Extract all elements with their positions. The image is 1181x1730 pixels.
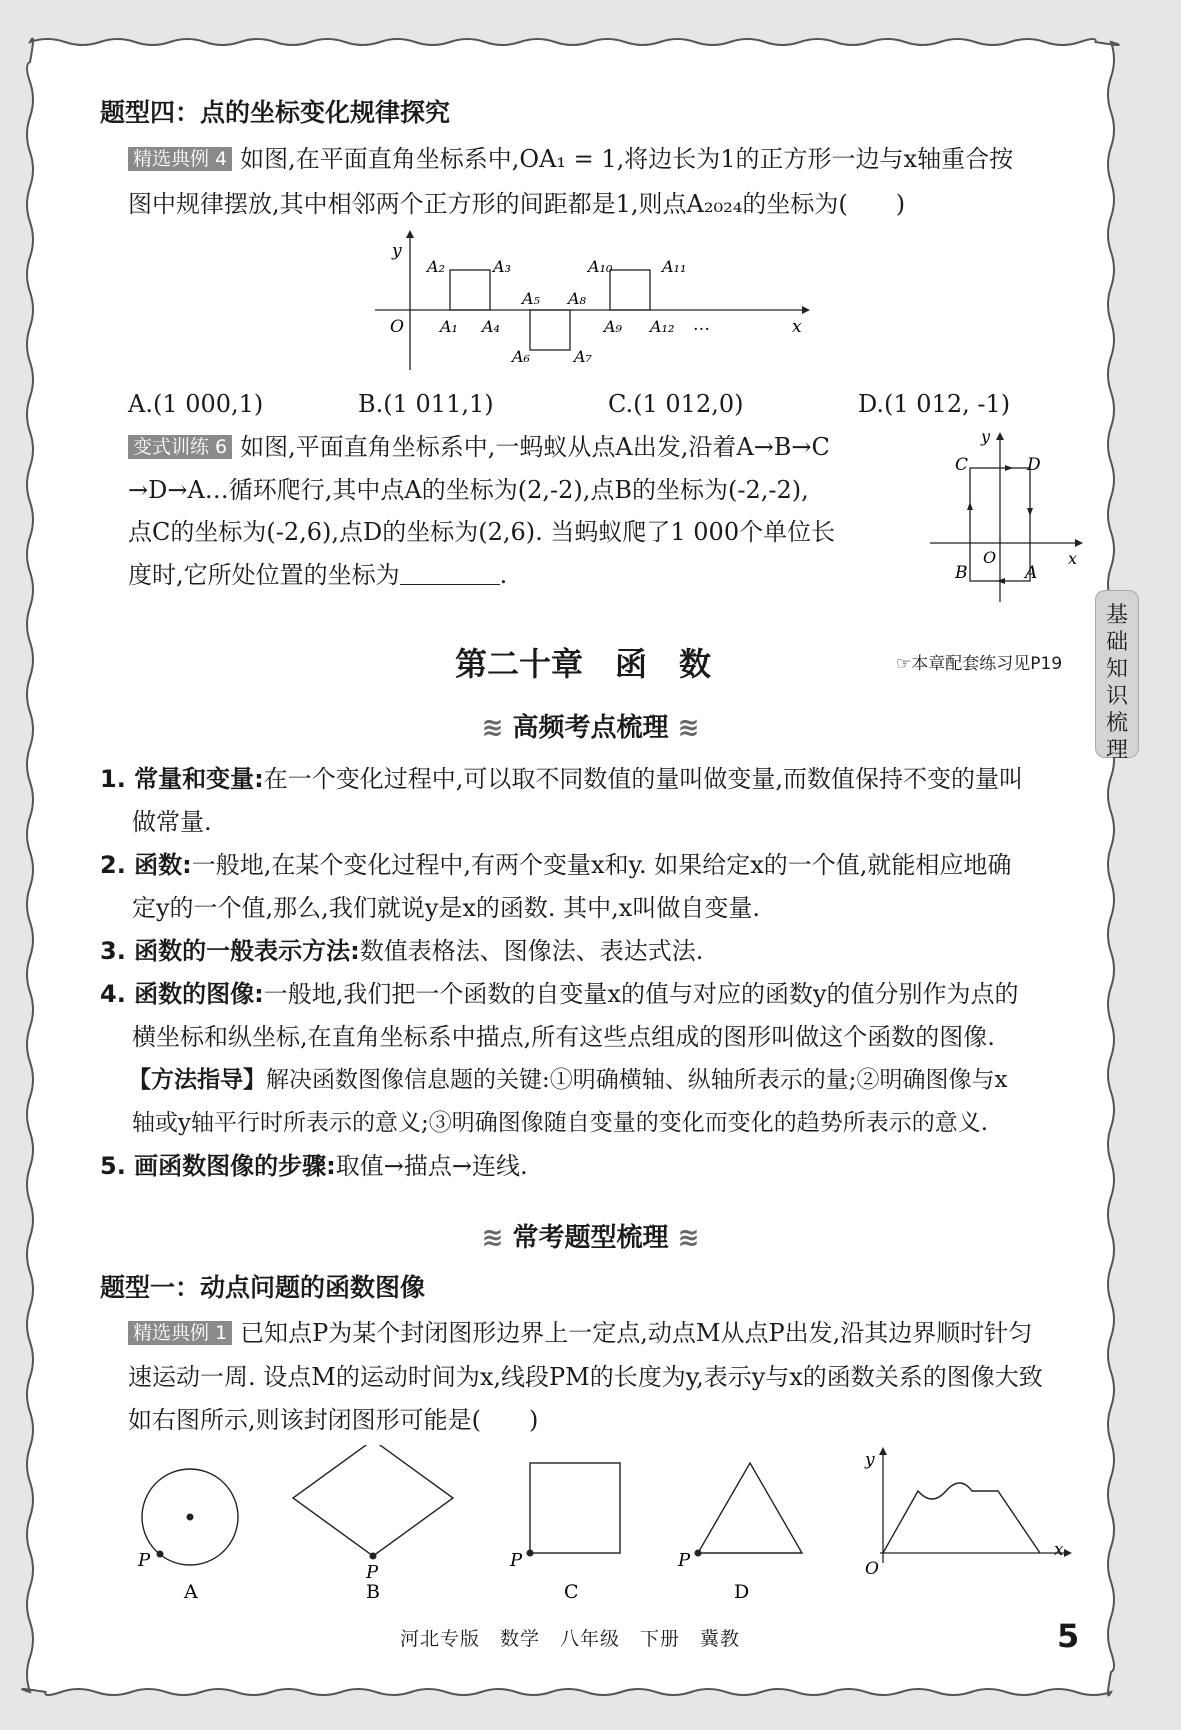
high-freq-heading: ≋ 高频考点梳理 ≋ (481, 713, 700, 743)
graph-axis-y: y (865, 1450, 875, 1470)
axis-x-label: x (792, 317, 802, 337)
function-graph (864, 1447, 1072, 1579)
common-types-heading: ≋ 常考题型梳理 ≋ (481, 1223, 700, 1253)
point-label: A₆ (512, 347, 530, 366)
page-number: 5 (1057, 1617, 1080, 1655)
origin-label: O (983, 548, 997, 567)
example1-line2: 速运动一周. 设点M的运动时间为x,线段PM的长度为y,表示y与x的函数关系的图像大致 (128, 1363, 1043, 1391)
example-tag: 精选典例 4 (128, 147, 232, 171)
shape-a-circle (137, 1469, 238, 1603)
axis-y-label: y (981, 430, 991, 446)
point-b-label: B (955, 563, 968, 583)
shape-label-c: C (564, 1581, 579, 1603)
item-4: 4. 函数的图像:一般地,我们把一个函数的自变量x的值与对应的函数y的值分别作为点的 (100, 980, 1019, 1008)
wave-right-icon: ≋ (677, 713, 700, 743)
chapter-title: 第二十章 函 数 (455, 645, 712, 683)
item-3: 3. 函数的一般表示方法:数值表格法、图像法、表达式法. (100, 937, 704, 965)
footer-text: 河北专版 数学 八年级 下册 冀教 (400, 1628, 741, 1650)
point-a-label: A (1025, 563, 1038, 583)
shape-d-triangle (677, 1463, 802, 1603)
item-1: 1. 常量和变量:在一个变化过程中,可以取不同数值的量叫做变量,而数值保持不变的量叫 (100, 765, 1024, 793)
axis-y-label: y (392, 241, 402, 261)
exercise6-line4: 度时,它所处位置的坐标为 . (128, 561, 508, 589)
method-guide: 【方法指导】解决函数图像信息题的关键:①明确横轴、纵轴所表示的量;②明确图像与x (128, 1067, 1008, 1093)
point-p-label: P (678, 1550, 691, 1571)
exercise6-line1: 变式训练 6 如图,平面直角坐标系中,一蚂蚁从点A出发,沿着A→B→C (128, 433, 830, 461)
wave-right-icon: ≋ (677, 1223, 700, 1253)
item-4-line2: 横坐标和纵坐标,在直角坐标系中描点,所有这些点组成的图形叫做这个函数的图像. (132, 1023, 995, 1051)
exercise6-line2: →D→A…循环爬行,其中点A的坐标为(2,-2),点B的坐标为(-2,-2), (128, 476, 809, 504)
wave-left-icon: ≋ (481, 713, 504, 743)
point-label: A₇ (574, 347, 592, 366)
axis-x-label: x (1068, 549, 1078, 568)
pointing-hand-icon: ☞ (896, 654, 912, 674)
point-label: A₁₁ (662, 257, 687, 276)
point-label: A₃ (493, 257, 511, 276)
example1-line1: 精选典例 1 已知点P为某个封闭图形边界上一定点,动点M从点P出发,沿其边界顺时针匀 (128, 1319, 1032, 1347)
ellipsis: … (693, 315, 710, 335)
point-label: A₅ (522, 289, 540, 308)
point-p-label: P (138, 1550, 151, 1571)
option-b: B.(1 011,1) (358, 390, 494, 418)
shape-label-a: A (184, 1581, 198, 1603)
method-guide-line2: 轴或y轴平行时所表示的意义;③明确图像随自变量的变化而变化的趋势所表示的意义. (132, 1110, 989, 1136)
point-p-label: P (510, 1550, 523, 1571)
item-1-line2: 做常量. (132, 808, 212, 836)
example4-line2: 图中规律摆放,其中相邻两个正方形的间距都是1,则点A₂₀₂₄的坐标为( ) (128, 190, 906, 218)
point-label: A₄ (482, 317, 500, 336)
option-c: C.(1 012,0) (608, 390, 744, 418)
shape-label-d: D (734, 1581, 750, 1603)
point-label: A₁ (440, 317, 458, 336)
option-d: D.(1 012, -1) (858, 390, 1011, 418)
ant-path-figure (925, 430, 1085, 605)
shape-c-square (509, 1463, 620, 1603)
section-heading-type4: 题型四：点的坐标变化规律探究 (100, 98, 451, 127)
example-tag: 精选典例 1 (128, 1321, 232, 1345)
section-heading-type1: 题型一：动点问题的函数图像 (100, 1273, 426, 1302)
point-label: A₉ (604, 317, 622, 336)
squares-figure (370, 230, 810, 375)
graph-axis-x: x (1054, 1540, 1064, 1560)
point-label: A₁₂ (650, 317, 675, 336)
shape-b-rhombus (293, 1445, 453, 1603)
origin-label: O (390, 317, 404, 337)
item-2: 2. 函数:一般地,在某个变化过程中,有两个变量x和y. 如果给定x的一个值,就能相应地确 (100, 851, 1012, 879)
side-tab-label: 基础知识梳理 (1105, 603, 1128, 763)
option-a: A.(1 000,1) (128, 390, 264, 418)
example4-line1: 精选典例 4 如图,在平面直角坐标系中,OA₁ = 1,将边长为1的正方形一边与x轴重合按 (128, 145, 1013, 173)
point-c-label: C (955, 455, 969, 475)
item-2-line2: 定y的一个值,那么,我们就说y是x的函数. 其中,x叫做自变量. (132, 894, 760, 922)
shapes-figure (120, 1445, 1080, 1605)
item-5: 5. 画函数图像的步骤:取值→描点→连线. (100, 1152, 528, 1180)
point-label: A₂ (427, 257, 445, 276)
exercise-tag: 变式训练 6 (128, 435, 232, 459)
graph-origin: O (865, 1559, 879, 1579)
wave-left-icon: ≋ (481, 1223, 504, 1253)
shape-label-b: B (366, 1581, 380, 1603)
answer-blank[interactable] (400, 562, 500, 585)
point-p-label: P (366, 1562, 379, 1583)
exercise6-line3: 点C的坐标为(-2,6),点D的坐标为(2,6). 当蚂蚁爬了1 000个单位长 (128, 518, 836, 546)
point-d-label: D (1027, 455, 1041, 475)
point-label: A₁₀ (588, 257, 613, 276)
point-label: A₈ (568, 289, 586, 308)
chapter-ref: ☞本章配套练习见P19 (896, 654, 1063, 674)
example1-line3: 如右图所示,则该封闭图形可能是( ) (128, 1406, 539, 1434)
